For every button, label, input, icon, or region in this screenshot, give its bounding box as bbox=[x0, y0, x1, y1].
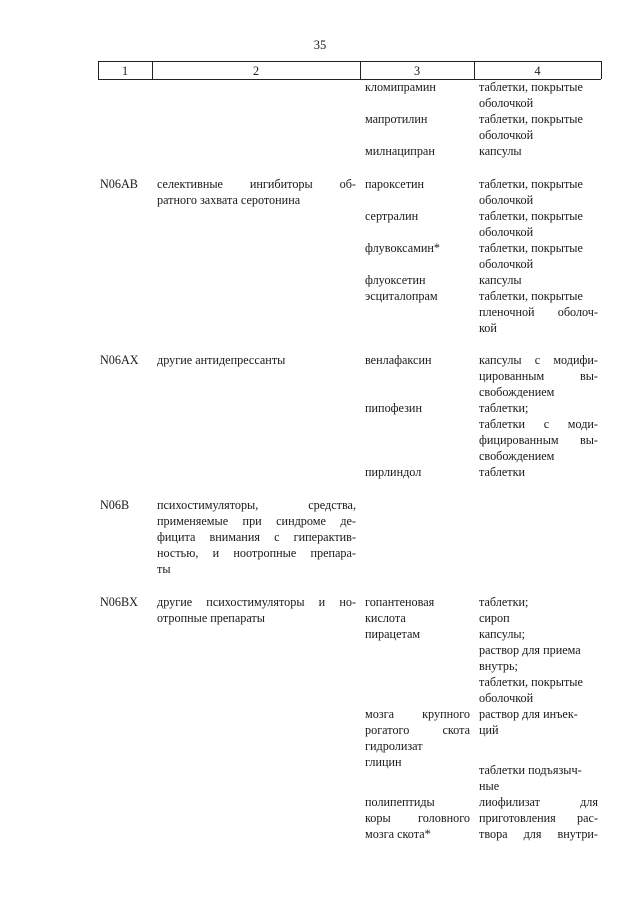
drug-name: полипептиды bbox=[365, 795, 435, 809]
dosage-form: ций bbox=[479, 723, 499, 737]
dosage-form: таблетки bbox=[479, 465, 526, 479]
drug-name: венлафаксин bbox=[365, 353, 432, 367]
drug-name: кислота bbox=[365, 611, 406, 625]
drug-name: коры головного bbox=[365, 811, 470, 825]
drug-name: рогатого скота bbox=[365, 723, 470, 737]
dosage-form: фицированным вы- bbox=[479, 433, 598, 447]
dosage-form: таблетки, покрытые bbox=[479, 80, 583, 94]
drug-name: пипофезин bbox=[365, 401, 422, 415]
dosage-form: капсулы; bbox=[479, 627, 525, 641]
dosage-form: оболочкой bbox=[479, 96, 534, 110]
group-name: другие антидепрессанты bbox=[157, 353, 286, 367]
group-name: ратного захвата серотонина bbox=[157, 193, 301, 207]
group-name: другие психостимуляторы и но- bbox=[157, 595, 356, 609]
page-number: 35 bbox=[313, 38, 327, 52]
drug-name: пирлиндол bbox=[365, 465, 422, 479]
dosage-form: цированным вы- bbox=[479, 369, 598, 383]
table-right-border bbox=[601, 61, 602, 79]
dosage-form: таблетки, покрытые bbox=[479, 177, 583, 191]
drug-name: пирацетам bbox=[365, 627, 421, 641]
column-header-2: 2 bbox=[252, 64, 260, 78]
drug-name: мапротилин bbox=[365, 112, 428, 126]
dosage-form: таблетки; bbox=[479, 595, 529, 609]
column-header-1: 1 bbox=[121, 64, 129, 78]
dosage-form: оболочкой bbox=[479, 225, 534, 239]
dosage-form: ные bbox=[479, 779, 500, 793]
dosage-form: твора для внутри- bbox=[479, 827, 598, 841]
dosage-form: оболочкой bbox=[479, 193, 534, 207]
dosage-form: раствор для приема bbox=[479, 643, 581, 657]
drug-name: флувоксамин* bbox=[365, 241, 440, 255]
group-name: психостимуляторы, средства, bbox=[157, 498, 356, 512]
dosage-form: сироп bbox=[479, 611, 510, 625]
column-header-4: 4 bbox=[534, 64, 541, 78]
dosage-form: таблетки, покрытые bbox=[479, 209, 583, 223]
dosage-form: раствор для инъек- bbox=[479, 707, 578, 721]
dosage-form: таблетки, покрытые bbox=[479, 241, 583, 255]
drug-name: флуоксетин bbox=[365, 273, 426, 287]
dosage-form: таблетки, покрытые bbox=[479, 112, 583, 126]
dosage-form: внутрь; bbox=[479, 659, 518, 673]
dosage-form: свобождением bbox=[479, 385, 555, 399]
drug-name: гидролизат bbox=[365, 739, 423, 753]
dosage-form: капсулы bbox=[479, 273, 522, 287]
table-top-border bbox=[98, 61, 601, 62]
atc-code: N06AB bbox=[100, 177, 138, 191]
drug-name: сертралин bbox=[365, 209, 419, 223]
dosage-form: лиофилизат для bbox=[479, 795, 598, 809]
group-name: фицита внимания с гиперактив- bbox=[157, 530, 356, 544]
drug-name: глицин bbox=[365, 755, 402, 769]
dosage-form: оболочкой bbox=[479, 257, 534, 271]
dosage-form: приготовления рас- bbox=[479, 811, 598, 825]
drug-name: эсциталопрам bbox=[365, 289, 438, 303]
group-name: селективные ингибиторы об- bbox=[157, 177, 356, 191]
drug-name: гопантеновая bbox=[365, 595, 435, 609]
group-name: применяемые при синдроме де- bbox=[157, 514, 356, 528]
group-name: ностью, и ноотропные препара- bbox=[157, 546, 356, 560]
drug-name: мозга скота* bbox=[365, 827, 431, 841]
atc-code: N06AX bbox=[100, 353, 139, 367]
atc-code: N06BX bbox=[100, 595, 138, 609]
drug-name: пароксетин bbox=[365, 177, 425, 191]
dosage-form: оболочкой bbox=[479, 691, 534, 705]
dosage-form: капсулы с модифи- bbox=[479, 353, 598, 367]
drug-name: милнаципран bbox=[365, 144, 435, 158]
dosage-form: таблетки, покрытые bbox=[479, 289, 583, 303]
drug-name: мозга крупного bbox=[365, 707, 470, 721]
dosage-form: таблетки, покрытые bbox=[479, 675, 583, 689]
group-name: ты bbox=[157, 562, 171, 576]
group-name: отропные препараты bbox=[157, 611, 265, 625]
dosage-form: кой bbox=[479, 321, 497, 335]
drug-name: кломипрамин bbox=[365, 80, 436, 94]
dosage-form: таблетки подъязыч- bbox=[479, 763, 582, 777]
dosage-form: таблетки; bbox=[479, 401, 529, 415]
column-header-3: 3 bbox=[413, 64, 421, 78]
dosage-form: капсулы bbox=[479, 144, 522, 158]
dosage-form: свобождением bbox=[479, 449, 555, 463]
dosage-form: оболочкой bbox=[479, 128, 534, 142]
dosage-form: таблетки с моди- bbox=[479, 417, 598, 431]
atc-code: N06B bbox=[100, 498, 130, 512]
dosage-form: пленочной оболоч- bbox=[479, 305, 598, 319]
